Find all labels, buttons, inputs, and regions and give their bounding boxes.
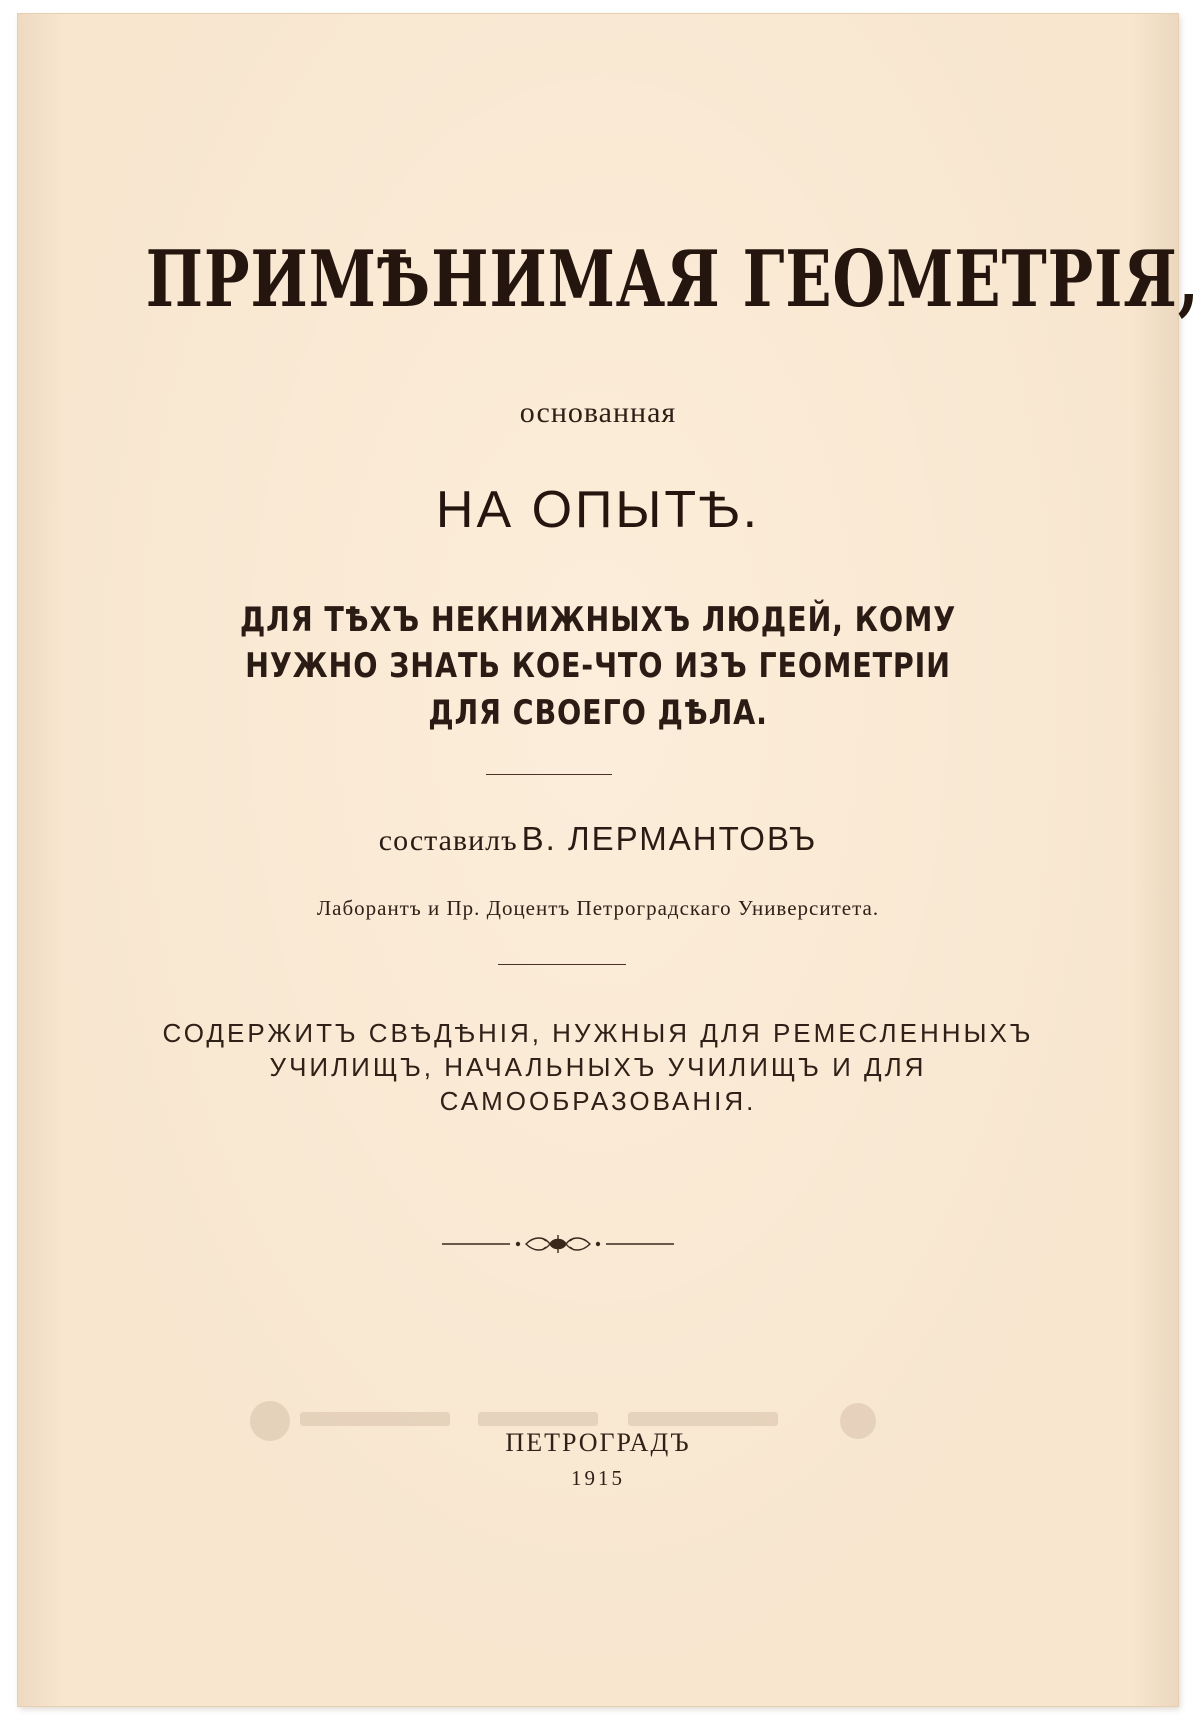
publication-year: 1915 — [571, 1466, 625, 1490]
title-page — [18, 14, 1200, 1706]
publication-city: ПЕТРОГРАДЪ — [505, 1428, 691, 1457]
decorative-ornament-icon — [438, 1232, 678, 1256]
author-affiliation: Лаборантъ и Пр. Доцентъ Петроградскаго Университета. — [316, 896, 880, 920]
book-subtitle: основанная — [519, 396, 677, 429]
book-title: ПРИМѢНИМАЯ ГЕОМЕТРІЯ, — [145, 234, 1200, 325]
author-prefix: составилъ — [378, 824, 518, 857]
divider-rule — [498, 964, 626, 965]
contents-line: САМООБРАЗОВАНІЯ. — [439, 1086, 757, 1116]
description-line: ДЛЯ СВОЕГО ДѢЛА. — [428, 693, 768, 733]
contents-line: УЧИЛИЩЪ, НАЧАЛЬНЫХЪ УЧИЛИЩЪ И ДЛЯ — [269, 1052, 927, 1082]
description-line: НУЖНО ЗНАТЬ КОЕ-ЧТО ИЗЪ ГЕОМЕТРІИ — [245, 646, 951, 686]
author-name: В. ЛЕРМАНТОВЪ — [521, 820, 818, 857]
book-heading: НА ОПЫТѢ. — [435, 481, 761, 539]
author-line — [18, 820, 1178, 858]
description-line: ДЛЯ ТѢХЪ НЕКНИЖНЫХЪ ЛЮДЕЙ, КОМУ — [239, 600, 957, 640]
divider-rule — [486, 774, 612, 775]
contents-line: СОДЕРЖИТЪ СВѢДѢНІЯ, НУЖНЫЯ ДЛЯ РЕМЕСЛЕННЫХЪ — [162, 1018, 1034, 1048]
